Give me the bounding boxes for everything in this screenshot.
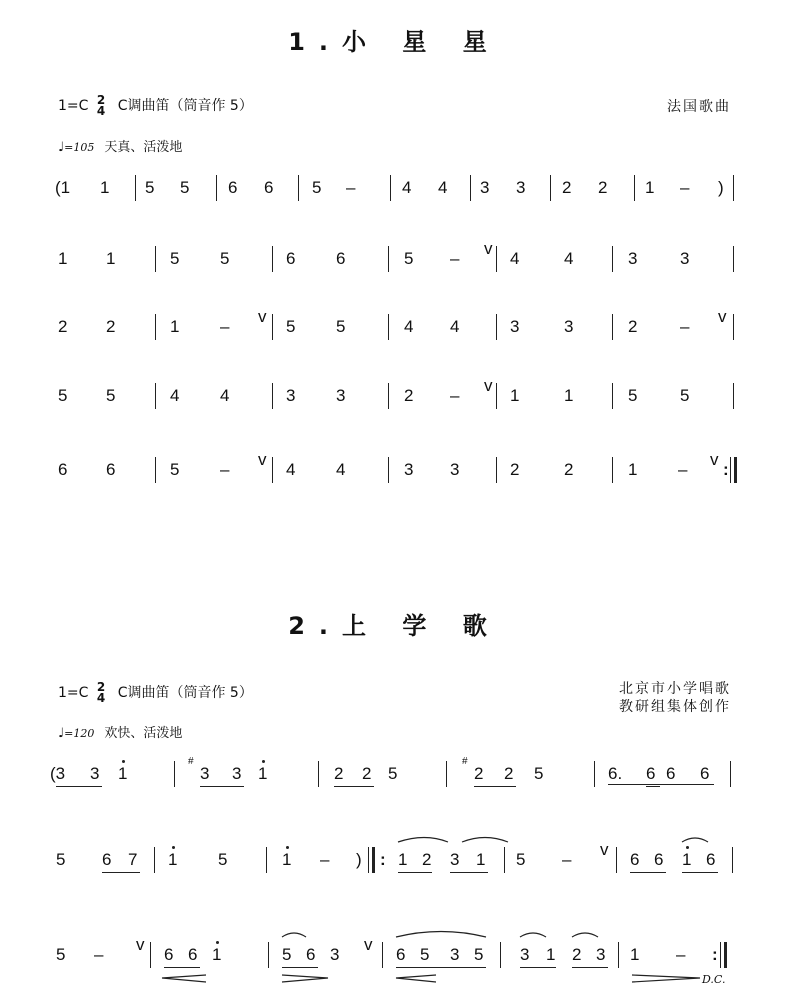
note: 6 [102,850,112,869]
paren-close: ) [356,850,362,869]
note: 2 [598,178,608,197]
tempo-value: =105 [64,141,95,154]
song1-title: 1.小 星 星 [288,28,501,56]
sharp-icon: # [188,756,194,767]
note: 4 [510,249,520,268]
note: 4 [220,386,230,405]
time-denominator: 4 [96,691,106,705]
breath-mark: v [136,935,145,954]
note: 4 [450,317,460,336]
note: 6 [666,764,676,783]
song2-title: 2.上 学 歌 [288,612,501,640]
note: 6 [396,945,406,964]
note: 6 [106,460,116,479]
instrument: C调曲笛（筒音作 5） [117,685,253,701]
slur-mark [520,933,546,937]
note: – [220,460,230,479]
note: – [450,249,460,268]
note: 5 [628,386,638,405]
breath-mark: v [484,239,493,258]
expression: 天真、活泼地 [104,140,183,155]
note: 5 [516,850,526,869]
crescendo-hairpin [396,975,436,982]
note: 1 [58,249,68,268]
note: 3 [520,945,530,964]
note: 1 [564,386,574,405]
tempo-value: =120 [64,727,95,740]
note: 7 [128,850,138,869]
composer-line: 北京市小学唱歌 [619,681,731,697]
note: 5 [312,178,322,197]
note: 2 [422,850,432,869]
key: 1=C [58,98,89,114]
breath-mark: v [258,307,267,326]
note: – [220,317,230,336]
slur-mark [282,933,306,937]
note: 6 [706,850,716,869]
note: 6 [630,850,640,869]
slur-mark [462,838,508,843]
note: 2 [504,764,514,783]
note: 6 [646,764,656,783]
note: 3 [336,386,346,405]
time-denominator: 4 [96,104,106,118]
paren-close: ) [718,178,724,197]
note: 3 [404,460,414,479]
crescendo-hairpin [162,975,206,982]
note: 3 [200,764,210,783]
note: 4 [170,386,180,405]
slur-mark [682,838,708,842]
note: 3 [232,764,242,783]
note: 1 [546,945,556,964]
dc-marking: D.C. [702,973,726,986]
note: 5 [170,460,180,479]
note: (3 [50,764,66,783]
note: 6 [336,249,346,268]
breath-mark: v [258,450,267,469]
note: 1 [106,249,116,268]
note: (1 [55,178,71,197]
note: 3 [564,317,574,336]
note: 3 [90,764,100,783]
note: 5 [404,249,414,268]
note: – [676,945,686,964]
note: 2 [58,317,68,336]
note: 3 [450,850,460,869]
note: 5 [534,764,544,783]
repeat-dots: : [380,850,386,869]
note: 6 [306,945,316,964]
note: 3 [628,249,638,268]
note: 1 [630,945,640,964]
note: 6 [228,178,238,197]
note: – [562,850,572,869]
breath-mark: v [364,935,373,954]
note: 3 [596,945,606,964]
note: 1 [682,850,692,869]
note: 5 [336,317,346,336]
note: 6 [58,460,68,479]
note: 2 [510,460,520,479]
note: 5 [420,945,430,964]
note: 4 [402,178,412,197]
slur-mark [572,933,598,937]
note: 5 [170,249,180,268]
repeat-dots: : [712,945,718,964]
breath-mark: v [710,450,719,469]
decrescendo-hairpin [632,975,700,982]
note: 6. [608,764,623,783]
note: 1 [510,386,520,405]
note: 5 [56,945,66,964]
note: 2 [334,764,344,783]
note: – [450,386,460,405]
note: 5 [680,386,690,405]
note: 5 [388,764,398,783]
quarter-note-icon: ♩ [58,726,65,741]
note: 1 [645,178,655,197]
note: 5 [474,945,484,964]
note: – [94,945,104,964]
instrument: C调曲笛（筒音作 5） [117,98,253,114]
note: 3 [330,945,340,964]
note: – [680,178,690,197]
note: 5 [286,317,296,336]
note: 5 [218,850,228,869]
note: 1 [628,460,638,479]
key: 1=C [58,685,89,701]
composer-line: 教研组集体创作 [619,699,731,715]
sharp-icon: # [462,756,468,767]
note: 2 [628,317,638,336]
note: 5 [145,178,155,197]
note: 4 [286,460,296,479]
expression: 欢快、活泼地 [104,726,183,741]
note: 1 [476,850,486,869]
repeat-dots: : [723,460,729,479]
note: 1 [282,850,292,869]
note: 4 [564,249,574,268]
slur-mark [398,838,448,843]
note: 6 [188,945,198,964]
time-numerator: 2 [96,680,106,694]
note: 5 [220,249,230,268]
note: – [346,178,356,197]
note: 2 [362,764,372,783]
time-numerator: 2 [96,93,106,107]
note: 3 [516,178,526,197]
breath-mark: v [718,307,727,326]
song1-composer: 法国歌曲 [667,99,731,115]
note: 1 [100,178,110,197]
note: 4 [404,317,414,336]
note: 5 [106,386,116,405]
note: 2 [106,317,116,336]
note: – [680,317,690,336]
note: 1 [170,317,180,336]
note: 6 [654,850,664,869]
note: 6 [286,249,296,268]
note: 3 [286,386,296,405]
note: 3 [510,317,520,336]
note: 6 [164,945,174,964]
note: 1 [118,764,128,783]
note: 5 [56,850,66,869]
note: 2 [404,386,414,405]
breath-mark: v [484,376,493,395]
note: 4 [336,460,346,479]
note: 1 [398,850,408,869]
note: 3 [450,945,460,964]
note: 3 [450,460,460,479]
slur-mark [396,932,486,938]
note: 3 [480,178,490,197]
note: – [320,850,330,869]
note: – [678,460,688,479]
note: 2 [572,945,582,964]
note: 2 [564,460,574,479]
note: 2 [474,764,484,783]
note: 5 [180,178,190,197]
note: 1 [168,850,178,869]
note: 1 [258,764,268,783]
decrescendo-hairpin [282,975,328,982]
note: 4 [438,178,448,197]
note: 5 [58,386,68,405]
note: 2 [562,178,572,197]
note: 6 [264,178,274,197]
note: 5 [282,945,292,964]
quarter-note-icon: ♩ [58,140,65,155]
note: 1 [212,945,222,964]
breath-mark: v [600,840,609,859]
note: 3 [680,249,690,268]
note: 6 [700,764,710,783]
